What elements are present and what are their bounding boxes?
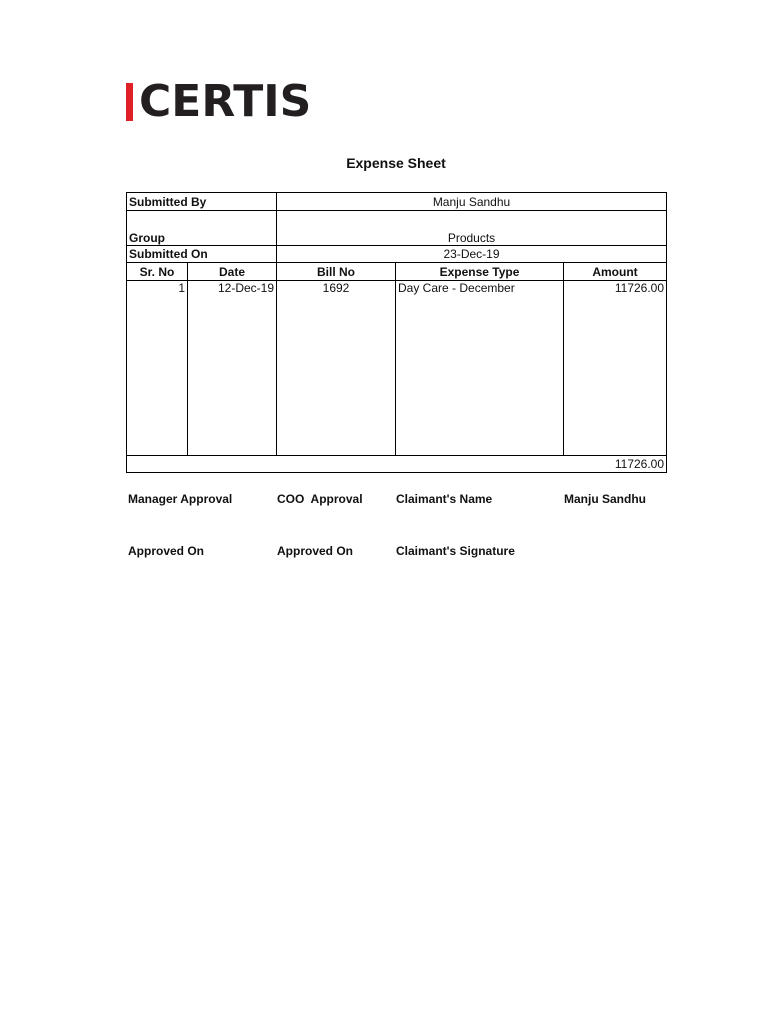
claimant-name-value: Manju Sandhu bbox=[564, 492, 646, 506]
row-amount: 11726.00 bbox=[564, 281, 667, 456]
company-logo bbox=[126, 76, 312, 127]
logo-text: CERTIS bbox=[139, 76, 312, 127]
column-header-sr-no: Sr. No bbox=[127, 263, 188, 281]
manager-approval-label: Manager Approval bbox=[128, 492, 233, 506]
submitted-by-row bbox=[127, 193, 667, 211]
column-header-row bbox=[127, 263, 667, 281]
row-date: 12-Dec-19 bbox=[188, 281, 277, 456]
total-row bbox=[127, 456, 667, 473]
expense-table bbox=[126, 192, 667, 473]
manager-approved-on-label: Approved On bbox=[128, 544, 205, 558]
column-header-expense-type: Expense Type bbox=[396, 263, 564, 281]
column-header-date: Date bbox=[188, 263, 277, 281]
coo-approved-on-label: Approved On bbox=[277, 544, 354, 558]
claimant-name-label: Claimant's Name bbox=[396, 492, 493, 506]
group-label: Group bbox=[127, 211, 277, 246]
document-title: Expense Sheet bbox=[346, 155, 446, 171]
column-header-amount: Amount bbox=[564, 263, 667, 281]
submitted-on-row bbox=[127, 246, 667, 263]
submitted-by-label: Submitted By bbox=[127, 193, 277, 211]
logo-accent-bar bbox=[126, 83, 133, 121]
row-sr-no: 1 bbox=[127, 281, 188, 456]
claimant-signature-label: Claimant's Signature bbox=[396, 544, 515, 558]
submitted-on-value: 23-Dec-19 bbox=[277, 246, 667, 263]
group-value: Products bbox=[277, 211, 667, 246]
row-expense-type: Day Care - December bbox=[396, 281, 564, 456]
row-bill-no: 1692 bbox=[277, 281, 396, 456]
group-row bbox=[127, 211, 667, 246]
column-header-bill-no: Bill No bbox=[277, 263, 396, 281]
total-amount: 11726.00 bbox=[127, 456, 667, 473]
coo-approval-label: COO Approval bbox=[277, 492, 363, 506]
submitted-by-value: Manju Sandhu bbox=[277, 193, 667, 211]
table-row bbox=[127, 281, 667, 456]
submitted-on-label: Submitted On bbox=[127, 246, 277, 263]
